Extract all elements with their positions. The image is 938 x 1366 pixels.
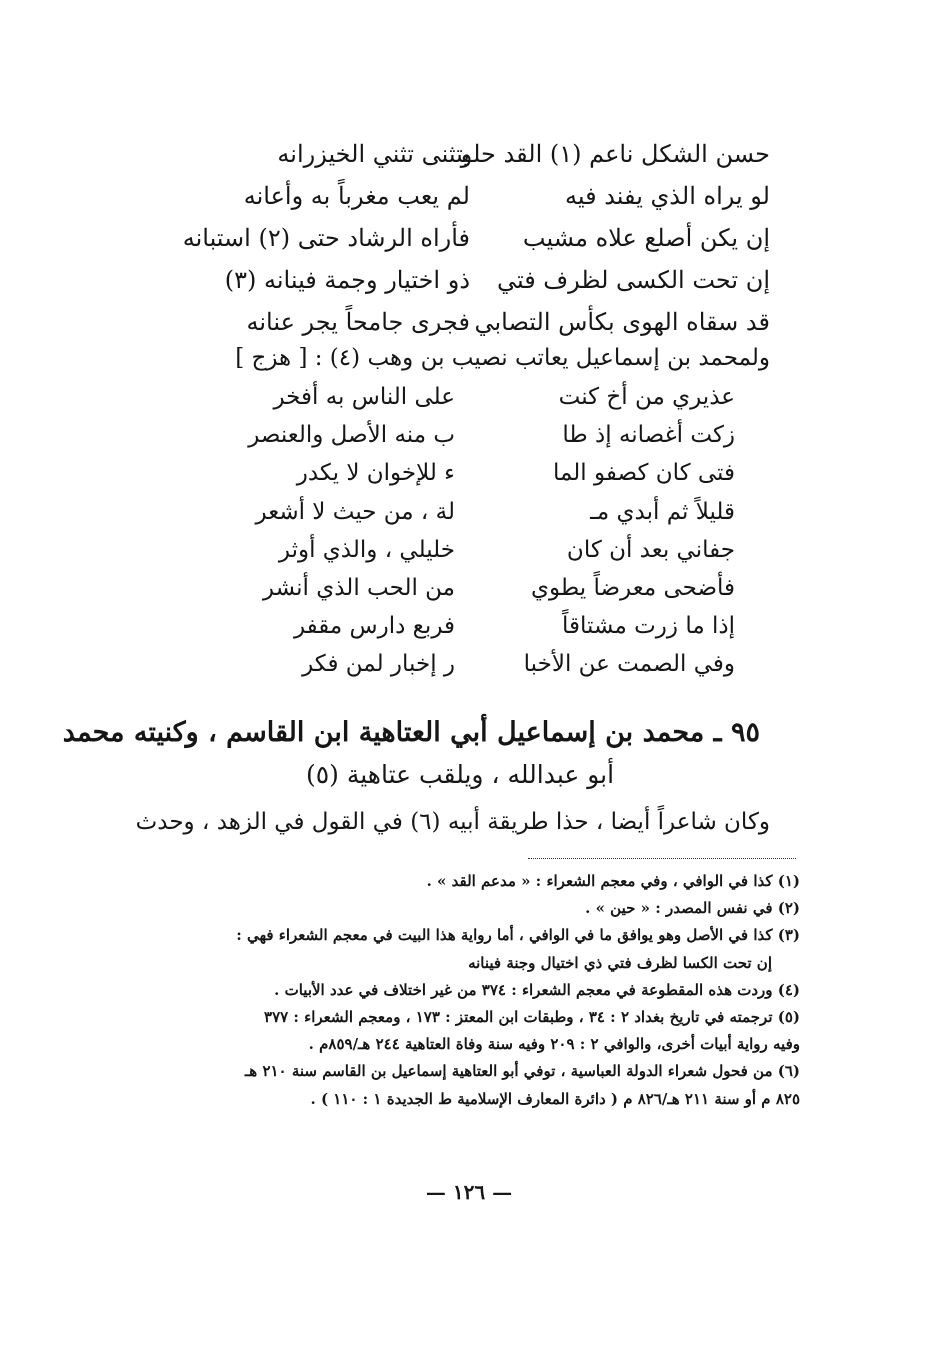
second-hemistich: ب منه الأصل والعنصر — [248, 422, 455, 449]
page-number: — ١٢٦ — — [425, 1180, 513, 1204]
verse-line — [160, 301, 770, 343]
first-hemistich: زكت أغصانه إذ طا — [562, 422, 735, 449]
verse-line — [195, 454, 735, 492]
footnote: (٢) في نفس المصدر : « حين » . — [585, 899, 800, 918]
second-hemistich: فأراه الرشاد حتى (٢) استبانه — [182, 224, 470, 252]
second-hemistich: لة ، من حيث لا أشعر — [255, 498, 455, 525]
footnote: (١) كذا في الوافي ، وفي معجم الشعراء : « مدعم القد » . — [426, 872, 800, 890]
first-hemistich: جفاني بعد أن كان — [566, 536, 735, 563]
first-hemistich: إن يكن أصلع علاه مشيب — [522, 224, 770, 252]
footnote-continuation: وفيه رواية أبيات أخرى، والوافي ٢ : ٢٠٩ وفيه سنة وفاة العتاهية ٢٤٤ هـ/٨٥٩م . — [308, 1035, 800, 1054]
first-hemistich: وفي الصمت عن الأخبا — [523, 651, 735, 678]
first-hemistich: قليلاً ثم أبدي مـ — [590, 498, 735, 525]
second-hemistich: لم يعب مغرباً به وأعانه — [243, 182, 470, 210]
poem-2-intro: ولمحمد بن إسماعيل يعاتب نصيب بن وهب (٤) : [ هزج ] — [235, 345, 770, 371]
second-hemistich: على الناس به أفخر — [273, 384, 455, 411]
entry-heading-line-2: أبو عبدالله ، ويلقب عتاهية (٥) — [305, 760, 615, 789]
footnote-verse: إن تحت الكسا لظرف فتي ذي اختيال وجنة فينانه — [468, 953, 772, 972]
second-hemistich: فجرى جامحاً يجر عنانه — [246, 308, 470, 336]
entry-heading-line-1: ٩٥ ـ محمد بن إسماعيل أبي العتاهية ابن القاسم ، وكنيته محمد — [62, 717, 760, 748]
poem-2 — [195, 378, 735, 684]
first-hemistich: فتى كان كصفو الما — [552, 460, 735, 487]
verse-line — [195, 607, 735, 645]
footnote-continuation: ٨٢٥ م أو سنة ٢١١ هـ/٨٢٦ م ( دائرة المعارف الإسلامية ط الجديدة ١ : ١١٠ ) . — [310, 1089, 800, 1108]
verse-line — [195, 416, 735, 454]
verse-line — [195, 569, 735, 607]
verse-line — [160, 175, 770, 217]
footnote: (٦) من فحول شعراء الدولة العباسية ، توفي أبو العتاهية إسماعيل بن القاسم سنة ٢١٠ هـ — [244, 1062, 800, 1081]
verse-line — [195, 531, 735, 569]
first-hemistich: إذا ما زرت مشتاقاً — [562, 613, 735, 640]
verse-line — [195, 645, 735, 683]
first-hemistich: فأضحى معرضاً يطوي — [531, 575, 735, 602]
poem-1 — [160, 133, 770, 343]
footnote: (٥) ترجمته في تاريخ بغداد ٢ : ٣٤ ، وطبقات ابن المعتز : ١٧٣ ، ومعجم الشعراء : ٣٧٧ — [264, 1008, 800, 1027]
second-hemistich: ر إخبار لمن فكر — [302, 651, 455, 678]
second-hemistich: يتثنى تثني الخيزرانه — [277, 140, 470, 168]
second-hemistich: فربع دارس مقفر — [293, 613, 455, 640]
second-hemistich: ذو اختيار وجمة فينانه (٣) — [224, 266, 470, 294]
second-hemistich: من الحب الذي أنشر — [262, 575, 455, 602]
first-hemistich: عذيري من أخ كنت — [558, 384, 735, 411]
verse-line — [195, 493, 735, 531]
verse-line — [160, 133, 770, 175]
footnote: (٤) وردت هذه المقطوعة في معجم الشعراء : ٣٧٤ من غير اختلاف في عدد الأبيات . — [274, 980, 800, 999]
second-hemistich: ء للإخوان لا يكدر — [296, 460, 455, 487]
first-hemistich: لو يراه الذي يفند فيه — [565, 182, 770, 210]
footnote-divider — [528, 858, 796, 859]
first-hemistich: إن تحت الكسى لظرف فتي — [496, 266, 770, 294]
verse-line — [195, 378, 735, 416]
first-hemistich: حسن الشكل ناعم (١) القد حلو — [460, 140, 770, 168]
second-hemistich: خليلي ، والذي أوثر — [278, 536, 455, 563]
footnotes — [120, 868, 800, 1113]
verse-line — [160, 259, 770, 301]
footnote: (٣) كذا في الأصل وهو يوافق ما في الوافي ، أما رواية هذا البيت في معجم الشعراء فهي : — [236, 926, 800, 945]
verse-line — [160, 217, 770, 259]
body-text: وكان شاعراً أيضا ، حذا طريقة أبيه (٦) في القول في الزهد ، وحدث — [135, 809, 770, 835]
entry-heading — [62, 712, 760, 796]
first-hemistich: قد سقاه الهوى بكأس التصابي — [474, 308, 770, 336]
